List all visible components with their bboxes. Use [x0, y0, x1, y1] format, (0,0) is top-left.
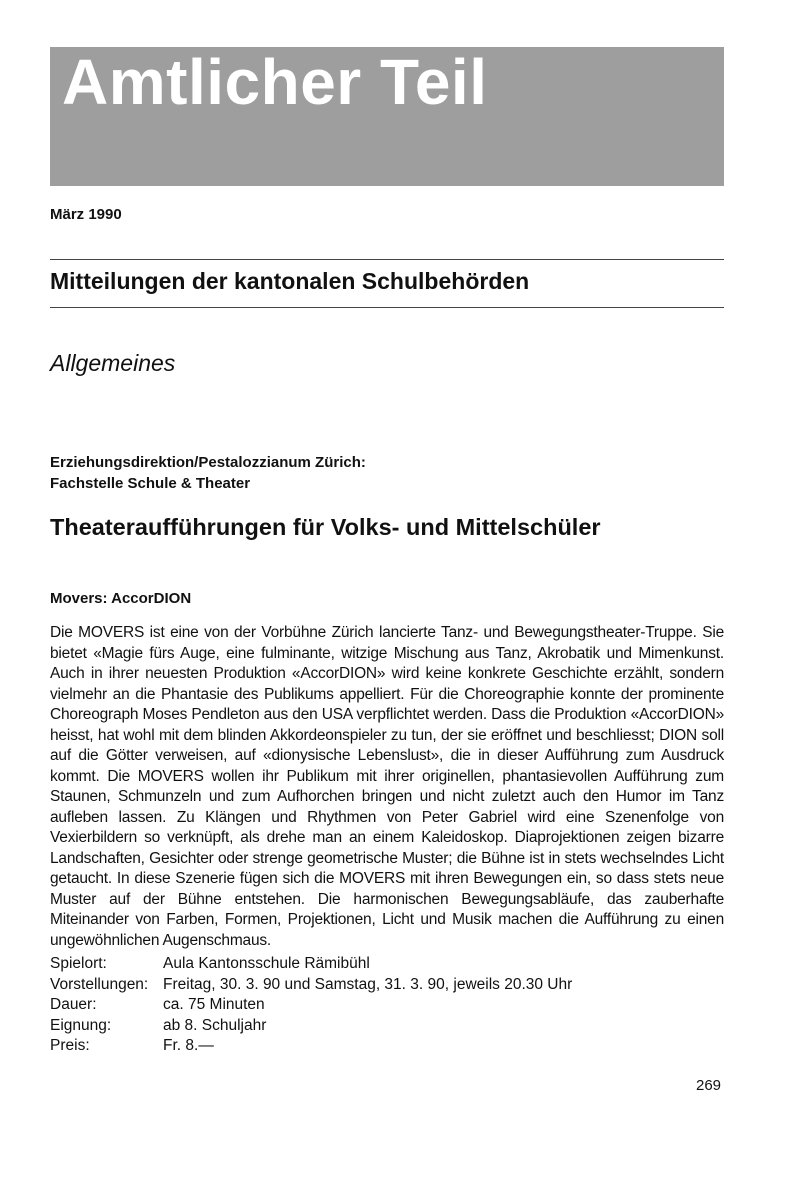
detail-value: Fr. 8.— [163, 1037, 214, 1054]
detail-value: Freitag, 30. 3. 90 und Samstag, 31. 3. 90, jeweils 20.30 Uhr [163, 975, 573, 993]
banner-title: Amtlicher Teil [62, 46, 488, 118]
article-headline: Theateraufführungen für Volks- und Mittelschüler [50, 514, 601, 540]
detail-row [50, 975, 572, 996]
institution-block [50, 452, 366, 494]
detail-label: Spielort: [50, 955, 107, 972]
institution-line-1: Erziehungsdirektion/Pestalozzianum Zürich: [50, 454, 366, 471]
detail-label: Vorstellungen: [50, 975, 149, 993]
institution-line-2: Fachstelle Schule & Theater [50, 475, 251, 492]
detail-label: Dauer: [50, 996, 97, 1013]
detail-label: Eignung: [50, 1016, 112, 1034]
issue-date: März 1990 [50, 206, 122, 223]
detail-label: Preis: [50, 1037, 90, 1054]
event-details [50, 954, 572, 1057]
detail-value: ca. 75 Minuten [163, 996, 265, 1013]
bottom-rule [50, 307, 724, 308]
production-title: Movers: AccorDION [50, 590, 192, 607]
detail-row [50, 954, 572, 975]
detail-row [50, 995, 572, 1016]
detail-row [50, 1016, 572, 1037]
detail-value: Aula Kantonsschule Rämibühl [163, 955, 370, 972]
page-number: 269 [696, 1077, 722, 1094]
detail-row [50, 1036, 572, 1057]
section-title: Mitteilungen der kantonalen Schulbehörden [50, 268, 530, 294]
article-body: Die MOVERS ist eine von der Vorbühne Zürich lancierte Tanz- und Bewegungstheater-Truppe. Sie bietet «Magie fürs Auge, eine fulminante, witzige Mischung aus Tanz, Akrobatik und Mimenkunst. Auch in ihrer neuesten Produktion «AccorDION» wird keine konkrete Geschichte erzählt, sondern vielmehr an die Phantasie des Publikums appelliert. Für die Choreographie konnte der prominente Choreograph Moses Pendleton aus den USA verpflichtet werden. Dass die Produktion «AccorDION» heisst, hat wohl mit dem blinden Akkordeonspieler zu tun, der sie eröffnet und beschliesst; DION soll auf die Götter verweisen, auf «dionysische Lebenslust», die in dieser Aufführung zum Ausdruck kommt. Die MOVERS wollen ihr Publikum mit ihrer originellen, phantasievollen Aufführung zum Staunen, Schmunzeln und zum Aufhorchen bringen und nicht zuletzt auch den Humor im Tanz aufleben lassen. Zu Klängen und Rhythmen von Peter Gabriel wird eine Szenenfolge von Vexierbildern so verknüpft, als drehe man an einem Kaleidoskop. Diaprojektionen zeigen bizarre Landschaften, Gesichter oder strenge geometrische Muster; die Bühne ist in stets wechselndes Licht getaucht. In diese Szenerie fügen sich die MOVERS mit ihren Bewegungen ein, so dass stets neue Muster auf der Bühne entstehen. Die harmonischen Bewegungsabläufe, das zauberhafte Miteinander von Farben, Formen, Projektionen, Licht und Musik machen die Aufführung zu einen ungewöhnlichen Augenschmaus. [50, 624, 724, 949]
subsection-title: Allgemeines [50, 350, 176, 376]
top-rule [50, 259, 724, 260]
detail-value: ab 8. Schuljahr [163, 1016, 267, 1034]
